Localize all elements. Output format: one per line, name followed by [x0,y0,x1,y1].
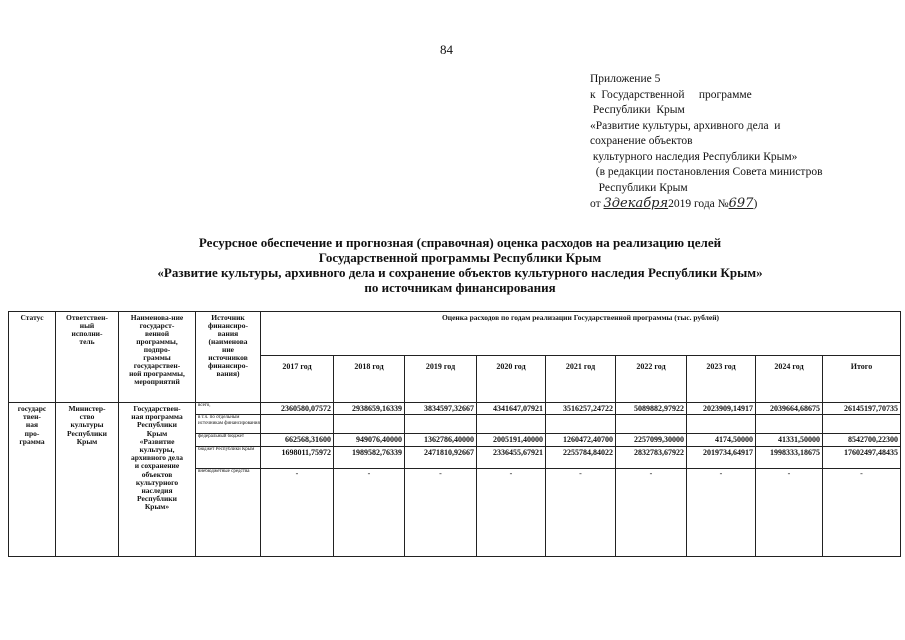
annex-line: Республики Крым [590,181,688,194]
executor-cell: Министер- ство культуры Республики Крым [56,403,119,557]
year-header: 2023 год [687,356,756,403]
year-header: 2017 год [261,356,334,403]
header-estimate: Оценка расходов по годам реализации Государственной программы (тыс. рублей) [261,312,901,356]
status-cell: государс твен- ная про- грамма [9,403,56,557]
value-cell: - [616,469,687,557]
title-line: по источникам финансирования [364,280,556,295]
value-cell: 3834597,32667 [405,403,477,415]
date-prefix: от [590,198,601,210]
value-cell [823,415,901,434]
source-cell: всего, [196,403,261,415]
annex-line: к Государственной программе [590,88,752,101]
table-row [9,403,901,415]
value-cell: 5089882,97922 [616,403,687,415]
value-cell: 1998333,18675 [756,447,823,469]
value-cell: 17602497,48435 [823,447,901,469]
value-cell: - [405,469,477,557]
annex-line: сохранение объектов [590,135,693,147]
title-line: Ресурсное обеспечение и прогнозная (справочная) оценка расходов на реализацию целей [198,235,722,250]
value-cell: 2039664,68675 [756,403,823,415]
annex-line: «Развитие культуры, архивного дела и [590,119,781,132]
value-cell [477,415,546,434]
value-cell: 41331,50000 [756,434,823,447]
handwritten-date-signature: 3декабря [603,196,669,211]
value-cell: 662568,31600 [261,434,334,447]
value-cell: - [477,469,546,557]
value-cell: - [261,469,334,557]
value-cell: 2257099,30000 [616,434,687,447]
page-number: 84 [440,42,453,57]
value-cell: 1989582,76339 [334,447,405,469]
value-cell: 949076,40000 [334,434,405,447]
value-cell [687,415,756,434]
handwritten-number-signature: 697 [728,196,754,211]
value-cell: 2471810,92667 [405,447,477,469]
year-header: 2018 год [334,356,405,403]
document-title [60,235,860,295]
value-cell: - [687,469,756,557]
year-header-total: Итого [823,356,901,403]
value-cell [546,415,616,434]
value-cell [616,415,687,434]
value-cell: - [334,469,405,557]
program-name-cell: Государствен- ная программа Республики Крым «Развитие культуры, архивного дела и сохранение объектов культурного наследия Республики Крым» [119,403,196,557]
value-cell: 26145197,70735 [823,403,901,415]
value-cell [756,415,823,434]
value-cell: 1698011,75972 [261,447,334,469]
value-cell: 2019734,64917 [687,447,756,469]
source-cell: внебюджетные средства [196,469,261,557]
value-cell [261,415,334,434]
year-header: 2020 год [477,356,546,403]
value-cell: 2023909,14917 [687,403,756,415]
title-line: Государственной программы Республики Крым [318,250,602,265]
source-cell: в т.ч. по отдельным источникам финансирования [196,415,261,434]
source-cell: федеральный бюджет [196,434,261,447]
annex-line: Приложение 5 [590,73,661,85]
value-cell: 1260472,40700 [546,434,616,447]
annex-line: (в редакции постановления Совета министров [590,166,823,178]
header-executor: Ответствен- ный исполни- тель [56,312,119,403]
value-cell: 2360580,07572 [261,403,334,415]
value-cell: - [546,469,616,557]
value-cell [405,415,477,434]
value-cell [334,415,405,434]
value-cell: 4174,50000 [687,434,756,447]
value-cell: 2832783,67922 [616,447,687,469]
value-cell: - [823,469,901,557]
value-cell: 2336455,67921 [477,447,546,469]
annex-line: культурного наследия Республики Крым» [590,150,798,163]
header-name: Наименова-ние государст- венной программы, подпро- граммы государствен- ной программы, мероприятий [119,312,196,403]
source-cell: бюджет Республики Крым [196,447,261,469]
value-cell: 2938659,16339 [334,403,405,415]
title-line: «Развитие культуры, архивного дела и сохранение объектов культурного наследия Республики Крым» [157,265,763,280]
date-mid: 2019 года № [668,198,729,210]
financing-table [8,311,901,557]
value-cell: 1362786,40000 [405,434,477,447]
year-header: 2021 год [546,356,616,403]
value-cell: 3516257,24722 [546,403,616,415]
year-header: 2024 год [756,356,823,403]
header-status: Статус [9,312,56,403]
year-header: 2019 год [405,356,477,403]
annex-block [590,72,890,213]
value-cell: 8542700,22300 [823,434,901,447]
value-cell: - [756,469,823,557]
annex-date-line: от 3декабря2019 года №697) [590,196,758,211]
annex-line: Республики Крым [590,104,685,116]
value-cell: 2005191,40000 [477,434,546,447]
value-cell: 2255784,84022 [546,447,616,469]
header-source: Источник финансиро- вания (наименова ние источников финансиро- вания) [196,312,261,403]
year-header: 2022 год [616,356,687,403]
value-cell: 4341647,07921 [477,403,546,415]
